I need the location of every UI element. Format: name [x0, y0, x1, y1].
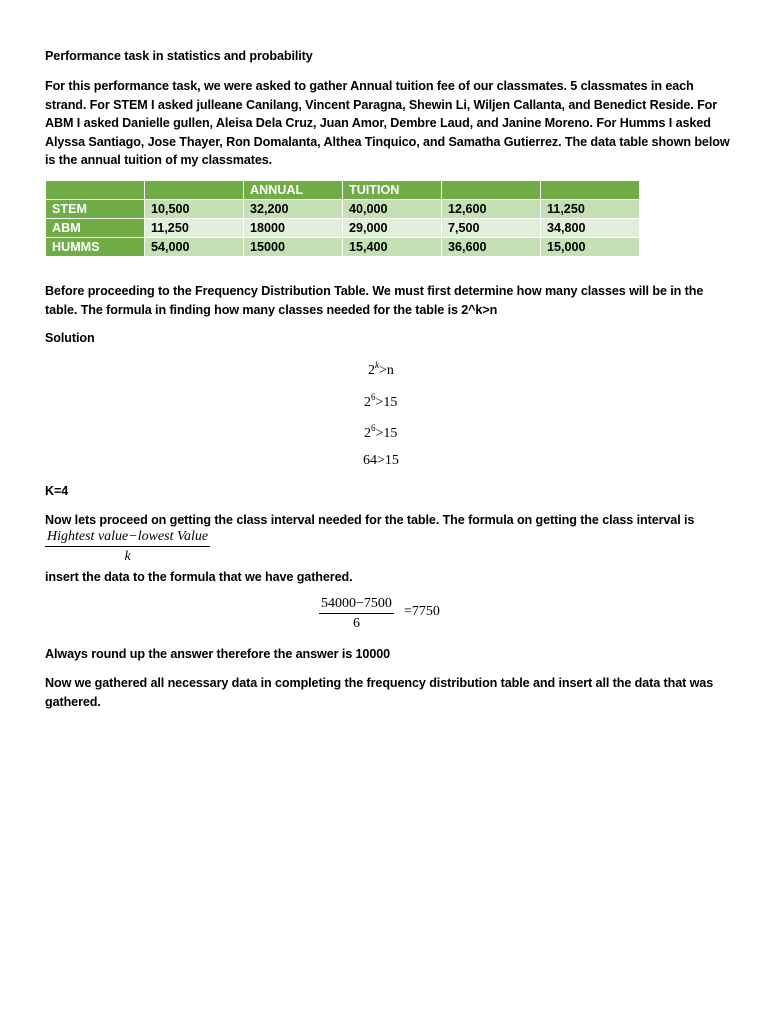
calc-denominator: 6 — [352, 616, 360, 631]
calculation-fraction — [319, 596, 394, 632]
eq1-exponent: k — [375, 360, 379, 370]
table-header-cell: ANNUAL — [244, 181, 343, 200]
eq3-exponent: 6 — [371, 423, 376, 433]
solution-label: Solution — [45, 331, 95, 345]
row-label: ABM — [46, 219, 145, 238]
table-header-row — [46, 181, 640, 200]
calculation-result: =7750 — [404, 604, 440, 619]
table-row — [46, 238, 640, 257]
table-cell: 10,500 — [145, 200, 244, 219]
table-cell: 15000 — [244, 238, 343, 257]
table-row — [46, 200, 640, 219]
final-paragraph: Now we gathered all necessary data in completing the frequency distribution table and insert all the data that was gathered. — [45, 676, 714, 709]
table-header-cell — [442, 181, 541, 200]
table-cell: 40,000 — [343, 200, 442, 219]
k-value: K=4 — [45, 484, 69, 498]
table-cell: 11,250 — [541, 200, 640, 219]
round-paragraph: Always round up the answer therefore the answer is 10000 — [45, 647, 391, 661]
eq3-base: 2 — [364, 426, 371, 441]
before-paragraph: Before proceeding to the Frequency Distribution Table. We must first determine how many classes will be in the table. The formula in finding how many classes needed for the table is 2^k>n — [45, 284, 704, 317]
table-header-cell: TUITION — [343, 181, 442, 200]
formula-denominator: k — [124, 549, 131, 564]
table-cell: 18000 — [244, 219, 343, 238]
document-title: Performance task in statistics and probability — [45, 49, 313, 63]
table-row — [46, 219, 640, 238]
formula-numerator: Hightest value−lowest Value — [45, 529, 210, 547]
eq2-base: 2 — [364, 395, 371, 410]
eq2-exponent: 6 — [371, 392, 376, 402]
equation-3 — [364, 423, 397, 442]
interval-paragraph: Now lets proceed on getting the class interval needed for the table. The formula on getting the class interval is — [45, 513, 695, 527]
equation-2 — [364, 392, 397, 411]
table-cell: 34,800 — [541, 219, 640, 238]
table-cell: 12,600 — [442, 200, 541, 219]
table-cell: 15,000 — [541, 238, 640, 257]
table-cell: 15,400 — [343, 238, 442, 257]
row-label: HUMMS — [46, 238, 145, 257]
insert-paragraph: insert the data to the formula that we have gathered. — [45, 570, 353, 584]
eq3-rest: >15 — [375, 426, 398, 441]
table-cell: 29,000 — [343, 219, 442, 238]
tuition-table — [45, 180, 640, 257]
table-cell: 54,000 — [145, 238, 244, 257]
table-cell: 11,250 — [145, 219, 244, 238]
intro-paragraph: For this performance task, we were asked to gather Annual tuition fee of our classmates. 5 classmates in each strand. For STEM I asked julleane Canilang, Vincent Paragna, Shewin Li, Wiljen Callanta, and Benedict Reside. For ABM I asked Danielle gullen, Aleisa Dela Cruz, Juan Amor, Dembre Laud, and Janine Moreno. For Humms I asked Alyssa Santiago, Jose Thayer, Ron Domalanta, Althea Tinquico, and Samatha Gutierrez. The data table shown below is the annual tuition of my classmates. — [45, 79, 730, 168]
table-header-cell — [145, 181, 244, 200]
eq2-rest: >15 — [375, 395, 398, 410]
table-header-cell — [541, 181, 640, 200]
equation-1 — [368, 360, 394, 379]
table-cell: 36,600 — [442, 238, 541, 257]
row-label: STEM — [46, 200, 145, 219]
equation-4: 64>15 — [363, 453, 399, 468]
table-cell: 7,500 — [442, 219, 541, 238]
eq1-base: 2 — [368, 363, 375, 378]
interval-formula — [45, 529, 210, 565]
eq1-rest: >n — [379, 363, 394, 378]
calc-numerator: 54000−7500 — [319, 596, 394, 614]
table-cell: 32,200 — [244, 200, 343, 219]
table-header-cell — [46, 181, 145, 200]
